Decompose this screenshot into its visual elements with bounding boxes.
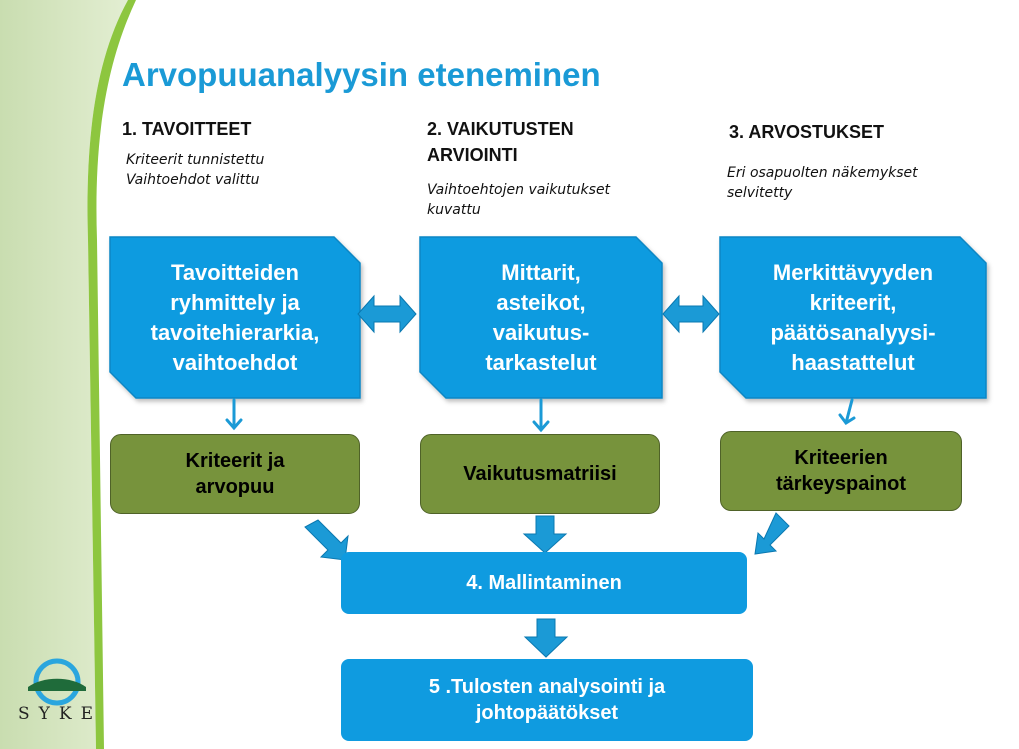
syke-logo [28, 661, 86, 703]
subtitle-line: Vaihtoehdot valittu [126, 172, 260, 188]
syke-logo-text: SYKE [18, 704, 102, 724]
page-title: Arvopuuanalyysin eteneminen [122, 56, 601, 93]
process-box-1-label [112, 243, 358, 393]
box-line: asteikot, [496, 290, 586, 315]
block-arrow-center [524, 516, 566, 553]
output-box-weights [720, 431, 962, 511]
double-arrow-1-2 [358, 296, 416, 332]
thin-arrow-1 [227, 400, 241, 428]
box-line: ryhmittely ja [170, 290, 300, 315]
output-box-impact-matrix [420, 434, 660, 514]
phase-3-heading: 3. ARVOSTUKSET [729, 122, 885, 142]
box-line: Merkittävyyden [772, 260, 934, 285]
output-line: Kriteerit ja [185, 450, 285, 472]
step-4-modelling: 4. Mallintaminen [341, 552, 747, 614]
output-line: Kriteerien [794, 447, 888, 469]
output-line: arvopuu [195, 476, 275, 498]
step-5-line: johtopäätökset [475, 702, 619, 724]
output-line: Vaikutusmatriisi [463, 463, 617, 485]
double-arrow-2-3 [663, 296, 719, 332]
step-5-results [341, 659, 753, 741]
box-line: tarkastelut [485, 350, 597, 375]
subtitle-line: Vaihtoehtojen vaikutukset [427, 182, 611, 198]
block-arrow-right [755, 513, 789, 554]
subtitle-line: Kriteerit tunnistettu [126, 152, 265, 168]
block-arrow-left [305, 520, 348, 560]
subtitle-line: selvitetty [727, 185, 793, 201]
thin-arrow-3 [840, 400, 854, 423]
box-line: Mittarit, [501, 260, 581, 285]
phase-2-heading-line: 2. VAIKUTUSTEN [427, 119, 574, 139]
box-line: haastattelut [791, 350, 915, 375]
box-line: Tavoitteiden [171, 260, 299, 285]
output-box-criteria-tree [110, 434, 360, 514]
phase-1-heading: 1. TAVOITTEET [122, 119, 252, 139]
process-box-3-label [722, 243, 984, 393]
box-line: tavoitehierarkia, [150, 320, 320, 345]
output-line: tärkeyspainot [775, 473, 907, 495]
subtitle-line: Eri osapuolten näkemykset [727, 165, 918, 181]
box-line: vaikutus- [492, 320, 590, 345]
phase-2-heading-line: ARVIOINTI [427, 145, 518, 165]
thin-arrow-2 [534, 400, 548, 430]
process-box-2-label [422, 243, 660, 393]
box-line: päätösanalyysi- [770, 320, 936, 345]
box-line: kriteerit, [809, 290, 897, 315]
subtitle-line: kuvattu [427, 202, 481, 218]
box-line: vaihtoehdot [172, 350, 298, 375]
block-arrow-step4-step5 [525, 619, 567, 657]
step-5-line: 5 .Tulosten analysointi ja [428, 676, 666, 698]
